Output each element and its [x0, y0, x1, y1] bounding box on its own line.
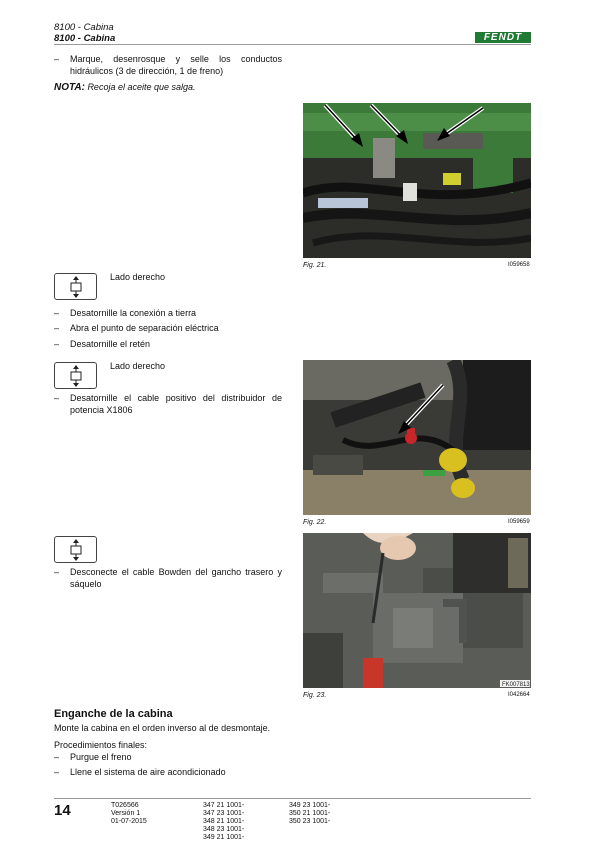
step-item: [54, 53, 282, 77]
note-label: NOTA:: [54, 82, 85, 93]
figure-21-caption: Fig. 21.: [303, 262, 327, 269]
figure-22-caption: Fig. 22.: [303, 519, 327, 526]
rear-hitch-photo: [303, 533, 531, 688]
figure-22-code: I059659: [508, 519, 530, 525]
figure-21-photo: [303, 103, 531, 258]
step-dash: –: [54, 54, 60, 64]
step-item: [54, 766, 282, 778]
up-down-arrow-icon: [67, 276, 85, 298]
model-code: 350 21 1001-: [289, 810, 331, 817]
up-down-arrow-icon: [67, 365, 85, 387]
model-codes-col2: [289, 802, 330, 826]
vertical-adjust-symbol: [54, 273, 97, 300]
step-text: Desatornille el retén: [70, 339, 151, 349]
model-code: 347 23 1001-: [203, 810, 245, 817]
doc-date: 01-07-2015: [111, 818, 147, 825]
step-text: Desatornille el cable positivo del distribuidor de potencia X1806: [70, 393, 282, 415]
note-text: Recoja el aceite que salga.: [87, 82, 196, 92]
model-code: 348 21 1001-: [203, 818, 245, 825]
doc-info: [111, 802, 147, 826]
side-label: Lado derecho: [110, 361, 166, 371]
step-dash: –: [54, 339, 60, 349]
step-dash: –: [54, 767, 60, 777]
fendt-logo: [475, 32, 531, 43]
final-procedures-title: Procedimientos finales:: [54, 740, 148, 750]
side-label: Lado derecho: [110, 272, 166, 282]
engine-bay-photo-1: [303, 103, 531, 258]
vertical-adjust-symbol: [54, 536, 97, 563]
step-dash: –: [54, 308, 60, 318]
model-code: 349 21 1001-: [203, 834, 245, 841]
footer-divider: [54, 798, 531, 799]
figure-21-code: I059658: [508, 262, 530, 268]
step-item: [54, 322, 282, 334]
step-text: Desconecte el cable Bowden del gancho trasero y sáquelo: [70, 567, 282, 589]
logo-text: FENDT: [483, 32, 523, 43]
section-heading: Enganche de la cabina: [54, 708, 173, 720]
step-item: [54, 566, 282, 590]
figure-23-photo: [303, 533, 531, 688]
header-divider: [54, 44, 531, 45]
model-code: 347 21 1001-: [203, 802, 245, 809]
step-text: Desatornille la conexión a tierra: [70, 308, 197, 318]
model-code: 348 23 1001-: [203, 826, 245, 833]
power-distributor-photo: [303, 360, 531, 515]
figure-23-code: I042664: [508, 692, 530, 698]
figure-22-photo: [303, 360, 531, 515]
step-item: [54, 338, 282, 350]
photo-label: FK007813: [502, 682, 530, 688]
header-title-2: 8100 - Cabina: [54, 33, 116, 44]
model-code: 349 23 1001-: [289, 802, 331, 809]
step-text: Purgue el freno: [70, 752, 132, 762]
model-code: 350 23 1001-: [289, 818, 331, 825]
doc-version: Versión 1: [111, 810, 141, 817]
up-down-arrow-icon: [67, 539, 85, 561]
step-item: [54, 751, 282, 763]
step-dash: –: [54, 567, 60, 577]
page-number: 14: [54, 802, 71, 819]
step-item: [54, 392, 282, 416]
note: [54, 82, 196, 93]
vertical-adjust-symbol: [54, 362, 97, 389]
step-dash: –: [54, 752, 60, 762]
step-text: Llene el sistema de aire acondicionado: [70, 767, 226, 777]
step-dash: –: [54, 323, 60, 333]
figure-23-caption: Fig. 23.: [303, 692, 327, 699]
step-text: Marque, desenrosque y selle los conductos hidráulicos (3 de dirección, 1 de freno): [70, 54, 282, 76]
section-intro: Monte la cabina en el orden inverso al de desmontaje.: [54, 723, 271, 733]
step-item: [54, 307, 282, 319]
model-codes-col1: [203, 802, 244, 842]
step-text: Abra el punto de separación eléctrica: [70, 323, 219, 333]
step-dash: –: [54, 393, 60, 403]
doc-id: T026566: [111, 802, 139, 809]
header-title-1: 8100 - Cabina: [54, 22, 114, 33]
